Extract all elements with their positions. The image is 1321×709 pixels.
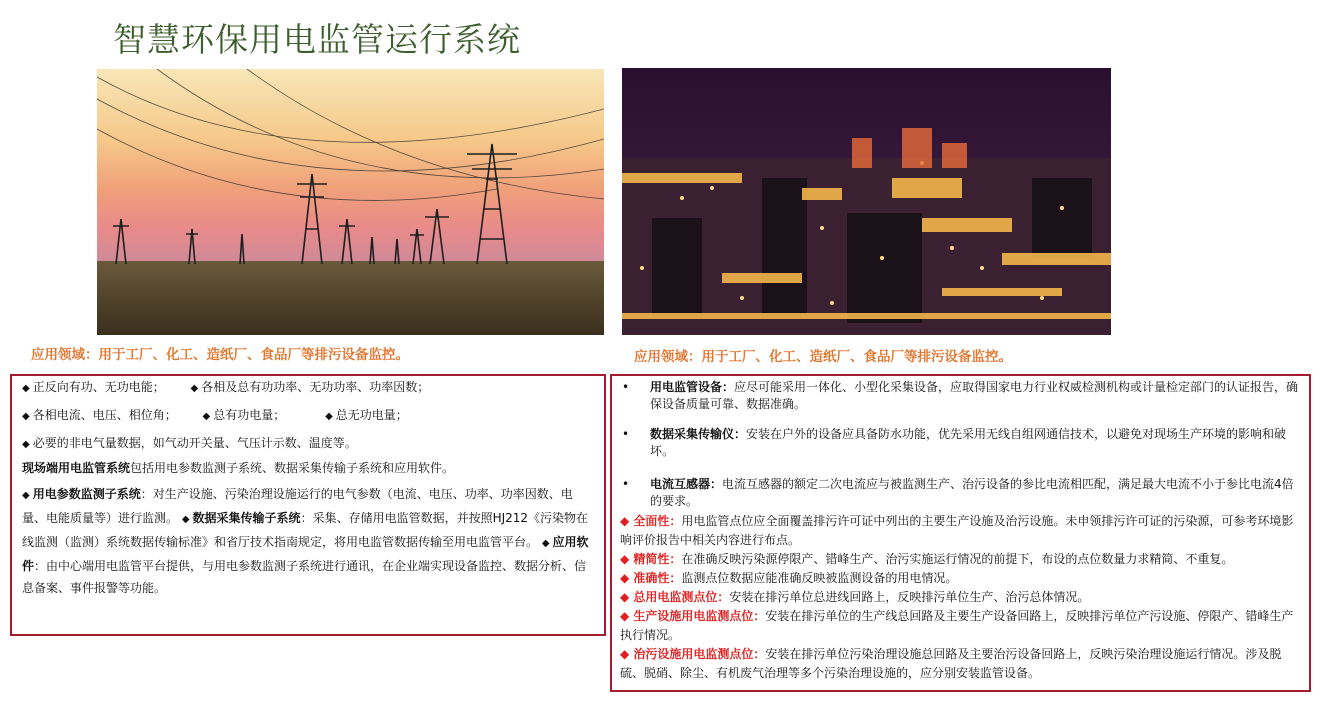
red-diamond-bullet-icon: ◆ — [620, 552, 634, 566]
param-row-2: ◆ 各相电流、电压、相位角； ◆ 总有功电量； ◆ 总无功电量； — [22, 408, 408, 422]
right-application-caption: 应用领域：用于工厂、化工、造纸厂、食品厂等排污设备监控。 — [634, 349, 1012, 365]
equipment-item: • 用电监管设备：应尽可能采用一体化、小型化采集设备，应取得国家电力行业权威检测机构或计量检定部门的认证报告，确保设备质量可靠、数据准确。 — [622, 380, 1299, 411]
principle-item: ◆ 生产设施用电监测点位：安装在排污单位的生产线总回路及主要生产设备回路上，反映排污单位产污设施、停限产、错峰生产执行情况。 — [620, 609, 1294, 642]
equipment-requirements-box — [610, 374, 1311, 692]
diamond-bullet-icon: ◆ — [22, 383, 30, 394]
param-row-3: ◆ 必要的非电气量数据，如气动开关量、气压计示数、温度等。 — [22, 436, 357, 450]
page-title: 智慧环保用电监管运行系统 — [113, 20, 521, 59]
diamond-bullet-icon: ◆ — [541, 538, 550, 549]
red-diamond-bullet-icon: ◆ — [620, 647, 634, 661]
red-diamond-bullet-icon: ◆ — [620, 609, 634, 623]
param-row-1: ◆ 正反向有功、无功电能； ◆ 各相及总有功功率、无功功率、功率因数； — [22, 380, 430, 394]
red-diamond-bullet-icon: ◆ — [620, 514, 634, 528]
city-night-photo — [622, 68, 1111, 335]
red-diamond-bullet-icon: ◆ — [620, 590, 634, 604]
diamond-bullet-icon: ◆ — [181, 514, 190, 525]
power-towers-photo — [97, 69, 604, 335]
diamond-bullet-icon: ◆ — [190, 383, 199, 394]
principle-item: ◆ 治污设施用电监测点位：安装在排污单位污染治理设施总回路及主要治污设备回路上，反映污染治理设施运行情况。涉及脱硫、脱硝、除尘、有机废气治理等多个污染治理设施的，应分别安装监管设备。 — [620, 647, 1282, 680]
principle-item: ◆ 准确性：监测点位数据应能准确反映被监测设备的用电情况。 — [620, 571, 958, 585]
dot-bullet-icon: • — [622, 380, 630, 394]
equipment-item: • 电流互感器：电流互感器的额定二次电流应与被监测生产、治污设备的参比电流相匹配，满足最大电流不小于参比电流4倍的要求。 — [622, 477, 1294, 508]
principle-item: ◆ 全面性：用电监管点位应全面覆盖排污许可证中列出的主要生产设施及治污设施。未申领排污许可证的污染源，可参考环境影响评价报告中相关内容进行布点。 — [620, 514, 1294, 547]
left-application-caption: 应用领域：用于工厂、化工、造纸厂、食品厂等排污设备监控。 — [31, 347, 409, 363]
principle-item: ◆ 总用电监测点位：安装在排污单位总进线回路上，反映排污单位生产、治污总体情况。 — [620, 590, 1090, 604]
system-intro: 现场端用电监管系统包括用电参数监测子系统、数据采集传输子系统和应用软件。 — [22, 461, 455, 475]
monitoring-parameters-box — [10, 374, 606, 636]
red-diamond-bullet-icon: ◆ — [620, 571, 634, 585]
diamond-bullet-icon: ◆ — [22, 411, 30, 422]
subsystem-description: ◆ 用电参数监测子系统：对生产设施、污染治理设施运行的电气参数（电流、电压、功率、功率因数、电量、电能质量等）进行监测。 ◆ 数据采集传输子系统：采集、存储用电监管数据，并按照HJ212《污染物在线监测（监测）系统数据传输标准》和省厅技术指南规定，将用电监管数据传输至用电监管平台。 ◆ 应用软件：由中心端用电监管平台提供，与用电参数监测子系统进行通讯，在企业端实现设备监控、数据分析、信息备案、事件报警等功能。 — [22, 487, 589, 595]
equipment-item: • 数据采集传输仪：安装在户外的设备应具备防水功能，优先采用无线自组网通信技术，以避免对现场生产环境的影响和破坏。 — [622, 427, 1287, 458]
diamond-bullet-icon: ◆ — [325, 411, 333, 422]
dot-bullet-icon: • — [622, 477, 630, 491]
diamond-bullet-icon: ◆ — [22, 490, 30, 501]
principle-item: ◆ 精简性：在准确反映污染源停限产、错峰生产、治污实施运行情况的前提下，布设的点位数量力求精简、不重复。 — [620, 552, 1234, 566]
diamond-bullet-icon: ◆ — [22, 439, 30, 450]
diamond-bullet-icon: ◆ — [202, 411, 211, 422]
dot-bullet-icon: • — [622, 427, 630, 441]
